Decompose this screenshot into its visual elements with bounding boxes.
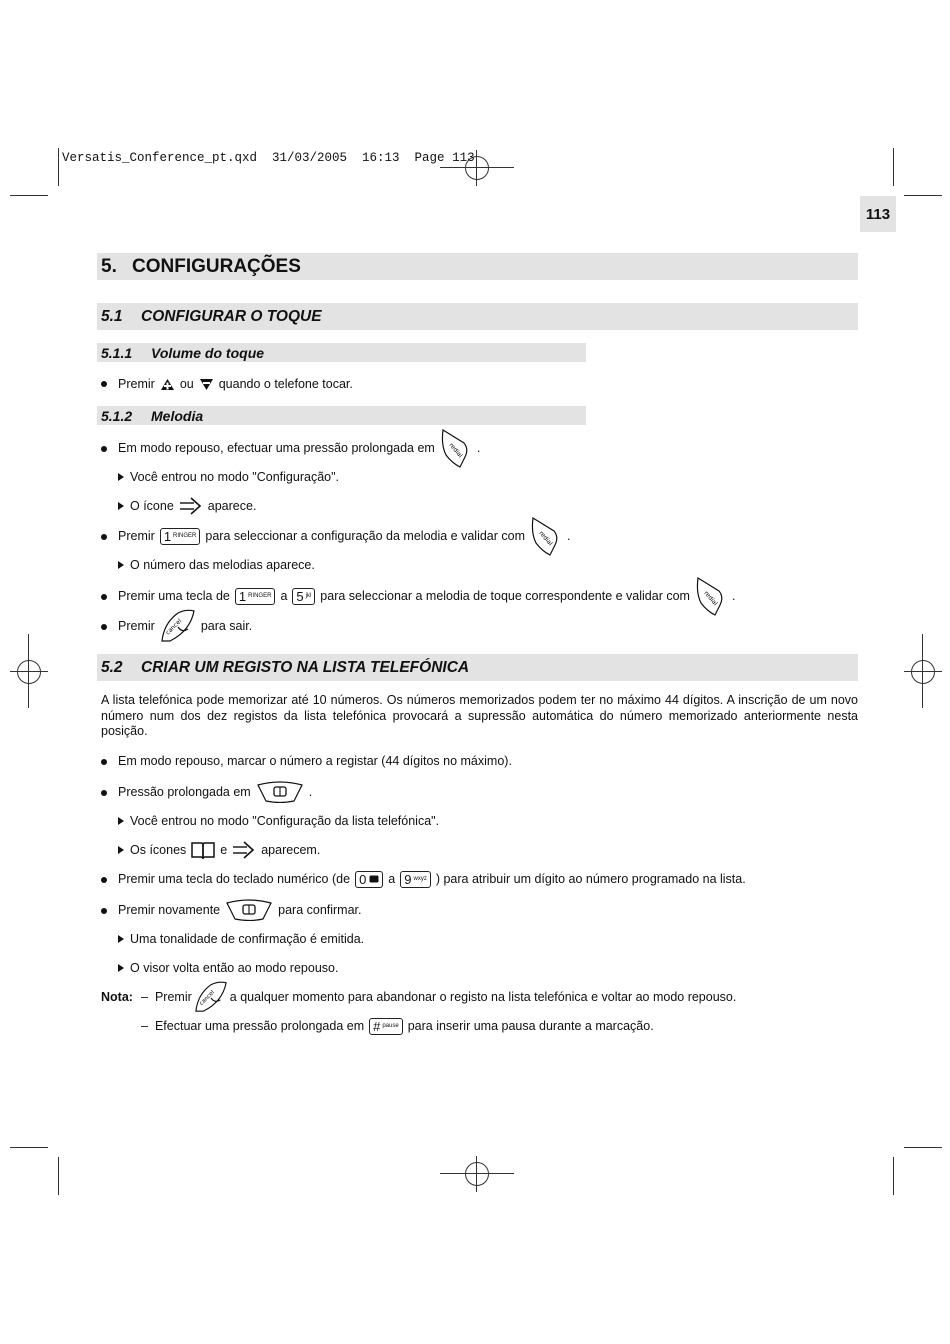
bullet bbox=[101, 877, 107, 883]
bullet bbox=[101, 759, 107, 765]
subsection-title: Volume do toque bbox=[151, 344, 265, 361]
book-icon bbox=[191, 841, 215, 859]
section-heading-5-2 bbox=[97, 654, 858, 681]
section-number: 5.2 bbox=[101, 658, 123, 676]
text: Premir bbox=[118, 619, 155, 633]
crop-mark bbox=[58, 1157, 59, 1195]
key-1-icon: 1 RINGER bbox=[160, 528, 201, 545]
text: Premir bbox=[118, 377, 155, 391]
text: Uma tonalidade de confirmação é emitida. bbox=[130, 932, 365, 946]
bullet bbox=[101, 594, 107, 600]
list-item bbox=[118, 373, 353, 395]
crop-mark bbox=[10, 195, 48, 196]
crop-mark bbox=[893, 148, 894, 186]
volume-up-icon bbox=[160, 378, 175, 391]
bullet bbox=[101, 908, 107, 914]
text: . bbox=[476, 441, 481, 455]
phonebook-key-icon bbox=[225, 899, 273, 921]
phonebook-key-icon bbox=[256, 781, 304, 803]
section-title: CRIAR UM REGISTO NA LISTA TELEFÓNICA bbox=[141, 658, 470, 676]
text: . bbox=[567, 529, 571, 543]
list-item bbox=[118, 868, 746, 890]
chapter-number: 5. bbox=[101, 255, 117, 277]
text: Você entrou no modo "Configuração". bbox=[130, 470, 340, 484]
text: O ícone bbox=[130, 499, 174, 513]
subsection-heading-5-1-2 bbox=[97, 406, 586, 425]
text: Os ícones bbox=[130, 843, 187, 857]
text: Pressão prolongada em bbox=[118, 785, 251, 799]
svg-text:redial: redial bbox=[702, 589, 719, 608]
text: quando o telefone tocar. bbox=[218, 377, 353, 391]
text: Premir uma tecla de bbox=[118, 589, 230, 603]
hang-up-key-icon bbox=[160, 609, 196, 643]
redial-key-icon bbox=[530, 515, 562, 557]
text: a bbox=[388, 872, 396, 886]
text: para seleccionar a configuração da melodia e validar com bbox=[205, 529, 526, 543]
list-item bbox=[118, 615, 252, 637]
volume-down-icon bbox=[199, 378, 214, 391]
text: ou bbox=[179, 377, 194, 391]
text: Em modo repouso, marcar o número a registar (44 dígitos no máximo). bbox=[118, 754, 512, 768]
crop-mark bbox=[904, 195, 942, 196]
text: Premir novamente bbox=[118, 903, 221, 917]
registration-mark bbox=[904, 634, 942, 708]
bullet bbox=[101, 446, 107, 452]
bullet bbox=[101, 381, 107, 387]
list-item bbox=[118, 750, 512, 772]
dash: – bbox=[141, 990, 148, 1004]
crop-mark bbox=[904, 1147, 942, 1148]
svg-text:cancel: cancel bbox=[164, 617, 183, 637]
text: Premir uma tecla do teclado numérico (de bbox=[118, 872, 351, 886]
configuration-arrow-icon bbox=[232, 840, 256, 860]
arrow-marker bbox=[118, 964, 124, 972]
text: para inserir uma pausa durante a marcação. bbox=[407, 1019, 654, 1033]
bullet bbox=[101, 534, 107, 540]
text: O número das melodias aparece. bbox=[130, 558, 315, 572]
bullet bbox=[101, 790, 107, 796]
text: e bbox=[220, 843, 228, 857]
arrow-marker bbox=[118, 935, 124, 943]
note-label: Nota: bbox=[101, 990, 133, 1004]
bullet bbox=[101, 624, 107, 630]
print-header: Versatis_Conference_pt.qxd 31/03/2005 16:13 Page 113 bbox=[62, 151, 475, 165]
subsection-title: Melodia bbox=[151, 407, 204, 424]
crop-mark bbox=[10, 1147, 48, 1148]
key-5-icon: 5 jkl bbox=[292, 588, 315, 605]
configuration-arrow-icon bbox=[179, 496, 203, 516]
chapter-heading bbox=[97, 253, 858, 280]
svg-text:redial: redial bbox=[537, 529, 554, 548]
sub-item bbox=[118, 839, 320, 861]
intro-paragraph: A lista telefónica pode memorizar até 10 números. Os números memorizados podem ter no máximo 44 dígitos. A inscrição de um novo número num dos dez registos da lista telefónica provocará a supressão automática do número memorizado anteriormente nesta posição. bbox=[101, 693, 858, 738]
text: Efectuar uma pressão prolongada em bbox=[154, 1019, 365, 1033]
sub-item bbox=[118, 810, 439, 832]
text: aparecem. bbox=[261, 843, 321, 857]
list-item bbox=[118, 585, 735, 607]
subsection-number: 5.1.1 bbox=[101, 344, 133, 361]
list-item bbox=[118, 525, 571, 547]
chapter-title: CONFIGURAÇÕES bbox=[132, 255, 301, 277]
registration-mark bbox=[10, 634, 48, 708]
text: Você entrou no modo "Configuração da lista telefónica". bbox=[130, 814, 440, 828]
arrow-marker bbox=[118, 561, 124, 569]
sub-item bbox=[118, 957, 338, 979]
key-0-icon: 0 bbox=[355, 871, 383, 888]
subsection-heading-5-1-1 bbox=[97, 343, 586, 362]
key-1-icon: 1 RINGER bbox=[235, 588, 276, 605]
text: . bbox=[308, 785, 313, 799]
page-number: 113 bbox=[860, 196, 896, 232]
redial-key-icon bbox=[440, 427, 472, 469]
section-heading-5-1 bbox=[97, 303, 858, 330]
text: para sair. bbox=[200, 619, 253, 633]
arrow-marker bbox=[118, 502, 124, 510]
text: . bbox=[731, 589, 736, 603]
key-hash-icon: # pause bbox=[369, 1018, 403, 1035]
redial-key-icon bbox=[695, 575, 727, 617]
text: ) para atribuir um dígito ao número programado na lista. bbox=[435, 872, 746, 886]
text: aparece. bbox=[207, 499, 257, 513]
sub-item bbox=[118, 928, 364, 950]
dash: – bbox=[141, 1019, 148, 1033]
arrow-marker bbox=[118, 817, 124, 825]
hang-up-key-icon bbox=[194, 980, 228, 1014]
text: a qualquer momento para abandonar o registo na lista telefónica e voltar ao modo repouso. bbox=[229, 990, 737, 1004]
note-item bbox=[141, 986, 736, 1008]
text: Em modo repouso, efectuar uma pressão prolongada em bbox=[118, 441, 435, 455]
key-9-icon: 9 wxyz bbox=[400, 871, 431, 888]
section-number: 5.1 bbox=[101, 307, 123, 325]
subsection-number: 5.1.2 bbox=[101, 407, 133, 424]
text: Premir bbox=[154, 990, 192, 1004]
sub-item bbox=[118, 554, 315, 576]
svg-text:redial: redial bbox=[447, 441, 464, 460]
list-item bbox=[118, 781, 312, 803]
text: para confirmar. bbox=[278, 903, 362, 917]
crop-mark bbox=[58, 148, 59, 186]
arrow-marker bbox=[118, 846, 124, 854]
list-item bbox=[118, 437, 480, 459]
text: para seleccionar a melodia de toque correspondente e validar com bbox=[320, 589, 690, 603]
text: Premir bbox=[118, 529, 155, 543]
text: O visor volta então ao modo repouso. bbox=[130, 961, 339, 975]
svg-text:cancel: cancel bbox=[198, 989, 216, 1007]
arrow-marker bbox=[118, 473, 124, 481]
note-item bbox=[141, 1015, 654, 1037]
sub-item bbox=[118, 466, 339, 488]
list-item bbox=[118, 899, 362, 921]
registration-mark bbox=[440, 1156, 514, 1192]
sub-item bbox=[118, 495, 256, 517]
crop-mark bbox=[893, 1157, 894, 1195]
text: a bbox=[280, 589, 288, 603]
section-title: CONFIGURAR O TOQUE bbox=[141, 307, 322, 325]
